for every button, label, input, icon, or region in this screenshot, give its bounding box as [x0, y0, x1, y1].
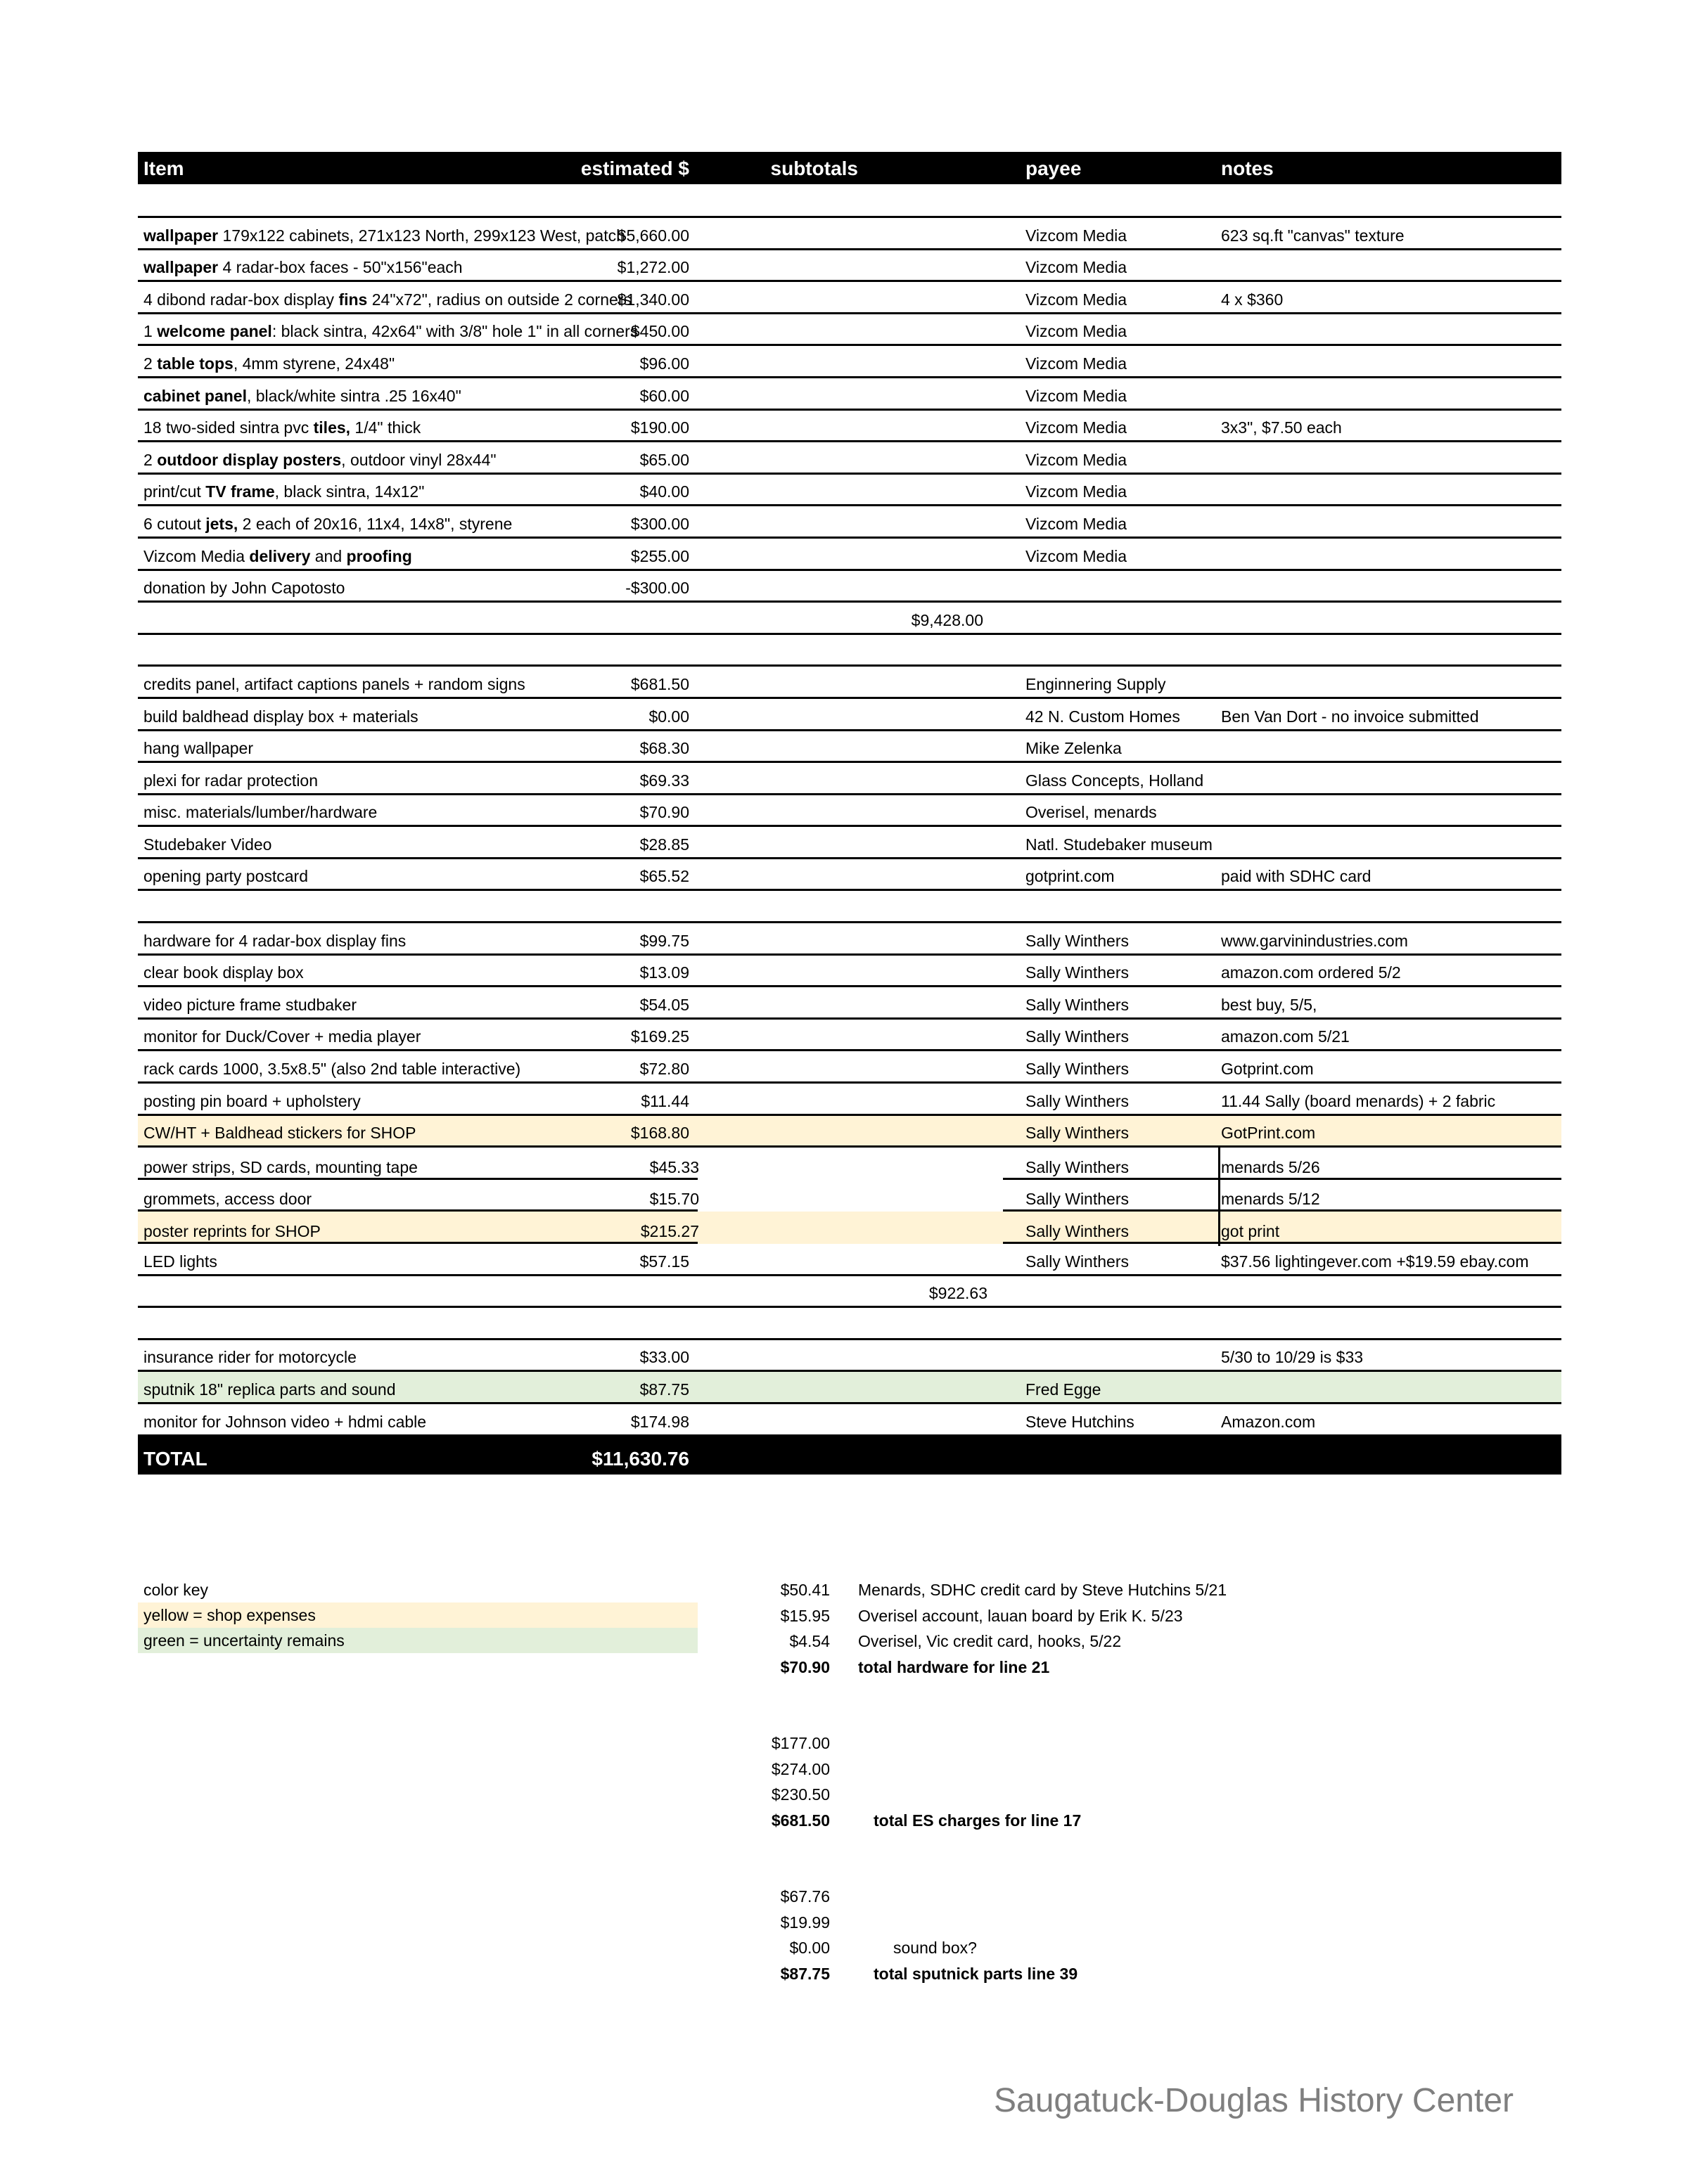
payee-cell: Vizcom Media: [1025, 546, 1127, 565]
estimated-cell: -$300.00: [625, 579, 689, 598]
item-cell: sputnik 18" replica parts and sound: [143, 1380, 396, 1399]
calc-line: [717, 1629, 1122, 1655]
header-payee: payee: [1025, 158, 1082, 179]
item-text: 1: [143, 322, 158, 341]
table-row: [138, 1244, 1561, 1276]
notes-cell: paid with SDHC card: [1221, 867, 1372, 886]
payee-cell: Sally Winthers: [1025, 995, 1129, 1014]
calc-description: Menards, SDHC credit card by Steve Hutchins 5/21: [858, 1581, 1227, 1599]
estimated-cell: $13.09: [639, 963, 689, 982]
calc-amount: $70.90: [780, 1657, 830, 1676]
item-keyword: outdoor display posters: [157, 450, 342, 469]
notes-cell: Gotprint.com: [1221, 1060, 1314, 1079]
estimated-cell: $45.33: [649, 1157, 699, 1176]
estimated-cell: $65.00: [639, 450, 689, 469]
spacer-row: [138, 635, 1561, 667]
table-row: [138, 1404, 1561, 1437]
calc-line: [717, 1961, 1078, 1987]
payee-cell: Sally Winthers: [1025, 963, 1129, 982]
payee-cell: Glass Concepts, Holland: [1025, 771, 1204, 790]
notes-cell: menards 5/12: [1221, 1190, 1320, 1209]
item-text: , outdoor vinyl 28x44": [341, 450, 497, 469]
color-key-yellow: yellow = shop expenses: [138, 1602, 698, 1628]
column-rule: [1218, 1180, 1220, 1214]
notes-cell: 5/30 to 10/29 is $33: [1221, 1348, 1364, 1367]
item-cell: [143, 515, 512, 534]
item-keyword: fins: [338, 290, 368, 309]
table-row: [138, 506, 1561, 539]
item-cell: power strips, SD cards, mounting tape: [143, 1157, 418, 1176]
item-keyword: tiles,: [313, 418, 351, 437]
estimated-cell: $681.50: [630, 674, 689, 693]
color-key: [138, 1577, 698, 1653]
estimated-cell: $68.30: [639, 739, 689, 758]
item-keyword: wallpaper: [143, 226, 219, 245]
payee-cell: Vizcom Media: [1025, 354, 1127, 373]
spacer-row: [138, 184, 1561, 218]
item-cell: rack cards 1000, 3.5x8.5" (also 2nd table interactive): [143, 1060, 521, 1079]
payee-cell: Steve Hutchins: [1025, 1412, 1134, 1431]
table-row: [138, 859, 1561, 892]
estimated-cell: $169.25: [630, 1027, 689, 1046]
item-keyword: delivery: [249, 546, 311, 565]
item-cell: hang wallpaper: [143, 739, 254, 758]
payee-cell: Sally Winthers: [1025, 1091, 1129, 1110]
payee-cell: Vizcom Media: [1025, 258, 1127, 277]
payee-cell: Vizcom Media: [1025, 290, 1127, 309]
table-row: [138, 411, 1561, 443]
table-row: [138, 571, 1561, 603]
calc-description: total hardware for line 21: [858, 1657, 1050, 1676]
item-text: , black sintra, 14x12": [274, 482, 425, 501]
payee-cell: Vizcom Media: [1025, 322, 1127, 341]
table-row: [138, 1051, 1561, 1084]
item-cell: [143, 322, 638, 341]
subtotal-value: $922.63: [928, 1284, 987, 1303]
estimated-cell: $60.00: [639, 386, 689, 405]
item-cell: [143, 451, 497, 470]
item-text: 18 two-sided sintra pvc: [143, 418, 314, 437]
notes-cell: 623 sq.ft "canvas" texture: [1221, 226, 1405, 245]
item-cell: LED lights: [143, 1252, 217, 1271]
payee-cell: Sally Winthers: [1025, 1060, 1129, 1079]
item-cell: clear book display box: [143, 963, 304, 982]
item-text: Vizcom Media: [143, 546, 250, 565]
item-cell: [143, 290, 632, 309]
payee-cell: Sally Winthers: [1025, 1252, 1129, 1271]
notes-cell: GotPrint.com: [1221, 1124, 1316, 1143]
notes-cell: amazon.com 5/21: [1221, 1027, 1350, 1046]
calc-amount: $87.75: [780, 1964, 830, 1983]
payee-cell: Vizcom Media: [1025, 514, 1127, 533]
table-row: [138, 1340, 1561, 1373]
table-row: [138, 442, 1561, 475]
calc-amount: $15.95: [780, 1606, 830, 1625]
estimated-cell: $65.52: [639, 867, 689, 886]
notes-cell: Ben Van Dort - no invoice submitted: [1221, 707, 1479, 726]
item-cell: [143, 258, 463, 277]
item-cell: CW/HT + Baldhead stickers for SHOP: [143, 1124, 416, 1143]
notes-cell: menards 5/26: [1221, 1157, 1320, 1176]
table-row: [138, 731, 1561, 764]
calc-amount: $50.41: [780, 1581, 830, 1599]
item-text: 2: [143, 450, 158, 469]
item-cell: [143, 354, 395, 373]
calc-amount: $0.00: [789, 1939, 830, 1958]
table-row: [138, 539, 1561, 571]
table-row: [138, 378, 1561, 411]
estimated-cell: $190.00: [630, 418, 689, 437]
calc-line: [717, 1884, 830, 1910]
estimated-cell: $1,272.00: [617, 258, 689, 277]
section-sally-winthers: [138, 923, 1561, 1276]
payee-cell: Vizcom Media: [1025, 482, 1127, 501]
payee-cell: Overisel, menards: [1025, 803, 1157, 822]
item-cell: plexi for radar protection: [143, 771, 319, 790]
notes-cell: $37.56 lightingever.com +$19.59 ebay.com: [1221, 1252, 1529, 1271]
item-cell: video picture frame studbaker: [143, 995, 357, 1014]
table-row: [138, 795, 1561, 828]
item-text: 6 cutout: [143, 514, 206, 533]
spacer-row: [138, 1308, 1561, 1340]
payee-cell: Natl. Studebaker museum: [1025, 835, 1213, 854]
calc-description: total sputnick parts line 39: [874, 1964, 1078, 1983]
table-row: [138, 346, 1561, 378]
table-row: [138, 282, 1561, 314]
calc-line: [717, 1935, 977, 1961]
calc-line: [717, 1577, 1227, 1603]
footer-watermark: Saugatuck-Douglas History Center: [993, 2082, 1514, 2119]
payee-cell: Sally Winthers: [1025, 931, 1129, 950]
payee-cell: Fred Egge: [1025, 1380, 1101, 1399]
column-rule: [1218, 1148, 1220, 1182]
item-cell: hardware for 4 radar-box display fins: [143, 931, 407, 950]
calc-amount: $67.76: [780, 1887, 830, 1906]
calc-amount: $274.00: [771, 1759, 830, 1778]
spacer-row: [138, 891, 1561, 923]
estimated-cell: $5,660.00: [617, 226, 689, 245]
item-cell: [143, 547, 412, 566]
notes-cell: Amazon.com: [1221, 1412, 1316, 1431]
payee-cell: Sally Winthers: [1025, 1190, 1129, 1209]
calc-line: [717, 1603, 1183, 1629]
item-keyword: table tops: [157, 354, 234, 373]
notes-cell: www.garvinindustries.com: [1221, 931, 1408, 950]
item-cell: posting pin board + upholstery: [143, 1091, 361, 1110]
estimated-cell: $69.33: [639, 771, 689, 790]
column-rule: [1218, 1212, 1220, 1246]
calc-sputnik: [717, 1884, 1078, 1986]
payee-cell: Vizcom Media: [1025, 226, 1127, 245]
estimated-cell: $33.00: [639, 1348, 689, 1367]
table-row: [138, 1116, 1561, 1148]
estimated-cell: $11.44: [641, 1091, 689, 1110]
item-keyword: proofing: [346, 546, 412, 565]
item-text: and: [310, 546, 347, 565]
estimated-cell: $255.00: [630, 546, 689, 565]
header-subtotals: subtotals: [770, 158, 858, 179]
item-keyword: cabinet panel: [143, 386, 247, 405]
estimated-cell: $72.80: [639, 1060, 689, 1079]
estimated-cell: $70.90: [639, 803, 689, 822]
item-cell: [143, 226, 625, 245]
item-cell: [143, 387, 461, 406]
notes-cell: best buy, 5/5,: [1221, 995, 1317, 1014]
calc-description: Overisel, Vic credit card, hooks, 5/22: [858, 1632, 1122, 1651]
estimated-cell: $40.00: [639, 482, 689, 501]
payee-cell: 42 N. Custom Homes: [1025, 707, 1180, 726]
subtotal-value: $9,428.00: [911, 610, 983, 629]
table-row: [138, 763, 1561, 795]
estimated-cell: $15.70: [649, 1190, 699, 1209]
item-cell: credits panel, artifact captions panels + random signs: [143, 674, 525, 693]
item-cell: [143, 482, 424, 501]
section-vizcom: [138, 218, 1561, 603]
item-cell: monitor for Johnson video + hdmi cable: [143, 1412, 427, 1431]
estimated-cell: $1,340.00: [617, 290, 689, 309]
item-cell: poster reprints for SHOP: [143, 1222, 321, 1240]
calc-amount: $19.99: [780, 1913, 830, 1932]
estimated-cell: $215.27: [640, 1222, 699, 1240]
payee-cell: gotprint.com: [1025, 867, 1115, 886]
table-row: [138, 827, 1561, 859]
table-row: [138, 1084, 1561, 1116]
estimated-cell: $0.00: [648, 707, 689, 726]
payee-cell: Mike Zelenka: [1025, 739, 1122, 758]
payee-cell: Vizcom Media: [1025, 418, 1127, 437]
calc-line: [717, 1808, 1082, 1834]
item-cell: [143, 579, 345, 598]
estimated-cell: $174.98: [630, 1412, 689, 1431]
table-row: [138, 956, 1561, 988]
header-item: Item: [143, 158, 184, 179]
calc-amount: $4.54: [789, 1632, 830, 1651]
item-text: 4 dibond radar-box display: [143, 290, 339, 309]
calc-line: [717, 1756, 830, 1782]
estimated-cell: $300.00: [630, 514, 689, 533]
estimated-cell: $28.85: [639, 835, 689, 854]
item-cell: [143, 418, 421, 437]
section-misc: [138, 1340, 1561, 1437]
item-keyword: welcome panel: [157, 322, 272, 341]
table-row: [138, 987, 1561, 1020]
table-row: [138, 1212, 1561, 1244]
item-text: 179x122 cabinets, 271x123 North, 299x123 West, patch: [218, 226, 625, 245]
calc-line: [717, 1730, 830, 1756]
calc-es-charges: [717, 1730, 1082, 1833]
payee-cell: Sally Winthers: [1025, 1222, 1129, 1240]
table-row: [138, 1020, 1561, 1052]
table-row: [138, 218, 1561, 250]
table-row: [138, 1180, 1561, 1212]
payee-cell: Sally Winthers: [1025, 1124, 1129, 1143]
calc-amount: $177.00: [771, 1734, 830, 1752]
payee-cell: Vizcom Media: [1025, 450, 1127, 469]
item-text: 24"x72", radius on outside 2 corners: [367, 290, 632, 309]
total-value: $11,630.76: [592, 1447, 689, 1470]
item-cell: misc. materials/lumber/hardware: [143, 803, 378, 822]
estimated-cell: $87.75: [639, 1380, 689, 1399]
header-row: [138, 152, 1561, 184]
budget-sheet: [138, 152, 1561, 1475]
total-row: [138, 1437, 1561, 1475]
estimated-cell: $96.00: [639, 354, 689, 373]
subtotal-row: [138, 603, 1561, 635]
header-notes: notes: [1221, 158, 1274, 179]
header-estimated: estimated $: [580, 158, 689, 179]
item-text: 4 radar-box faces - 50"x156"each: [218, 258, 463, 277]
item-text: donation by John Capotosto: [143, 579, 345, 598]
calc-description: Overisel account, lauan board by Erik K. 5/23: [858, 1606, 1183, 1625]
calc-line: [717, 1910, 830, 1936]
payee-cell: Sally Winthers: [1025, 1027, 1129, 1046]
calc-hardware: [717, 1577, 1227, 1680]
notes-cell: 11.44 Sally (board menards) + 2 fabric: [1221, 1091, 1496, 1110]
table-row: [138, 475, 1561, 507]
total-label: TOTAL: [143, 1447, 207, 1470]
table-row: [138, 1148, 1561, 1180]
table-row: [138, 923, 1561, 956]
notes-cell: 4 x $360: [1221, 290, 1284, 309]
color-key-green: green = uncertainty remains: [138, 1628, 698, 1653]
item-text: print/cut: [143, 482, 206, 501]
table-row: [138, 1372, 1561, 1404]
calc-amount: $230.50: [771, 1785, 830, 1804]
calc-line: [717, 1655, 1050, 1681]
item-cell: build baldhead display box + materials: [143, 707, 418, 726]
item-keyword: wallpaper: [143, 258, 219, 277]
item-text: , black/white sintra .25 16x40": [246, 386, 461, 405]
payee-cell: Enginnering Supply: [1025, 674, 1166, 693]
item-cell: grommets, access door: [143, 1190, 312, 1209]
table-row: [138, 699, 1561, 731]
subtotal-row: [138, 1276, 1561, 1309]
item-cell: monitor for Duck/Cover + media player: [143, 1027, 421, 1046]
table-row: [138, 667, 1561, 699]
item-cell: Studebaker Video: [143, 835, 272, 854]
item-text: 1/4" thick: [350, 418, 421, 437]
notes-cell: 3x3", $7.50 each: [1221, 418, 1342, 437]
item-text: , 4mm styrene, 24x48": [233, 354, 395, 373]
table-row: [138, 314, 1561, 347]
item-text: 2: [143, 354, 158, 373]
item-keyword: jets,: [205, 514, 238, 533]
payee-cell: Sally Winthers: [1025, 1157, 1129, 1176]
estimated-cell: $54.05: [639, 995, 689, 1014]
estimated-cell: $168.80: [630, 1124, 689, 1143]
notes-cell: amazon.com ordered 5/2: [1221, 963, 1401, 982]
estimated-cell: $57.15: [639, 1252, 689, 1271]
item-cell: insurance rider for motorcycle: [143, 1348, 357, 1367]
calc-line: [717, 1782, 830, 1808]
item-cell: opening party postcard: [143, 867, 308, 886]
notes-cell: got print: [1221, 1222, 1280, 1240]
calc-description: total ES charges for line 17: [874, 1811, 1082, 1830]
calc-description: sound box?: [893, 1939, 977, 1958]
table-row: [138, 250, 1561, 283]
payee-cell: Vizcom Media: [1025, 386, 1127, 405]
item-keyword: TV frame: [205, 482, 275, 501]
estimated-cell: $99.75: [639, 931, 689, 950]
item-text: 2 each of 20x16, 11x4, 14x8", styrene: [238, 514, 513, 533]
color-key-title: color key: [143, 1581, 209, 1599]
section-other-vendors: [138, 667, 1561, 891]
calc-amount: $681.50: [771, 1811, 830, 1830]
estimated-cell: $450.00: [630, 322, 689, 341]
item-text: : black sintra, 42x64" with 3/8" hole 1" in all corners: [271, 322, 639, 341]
